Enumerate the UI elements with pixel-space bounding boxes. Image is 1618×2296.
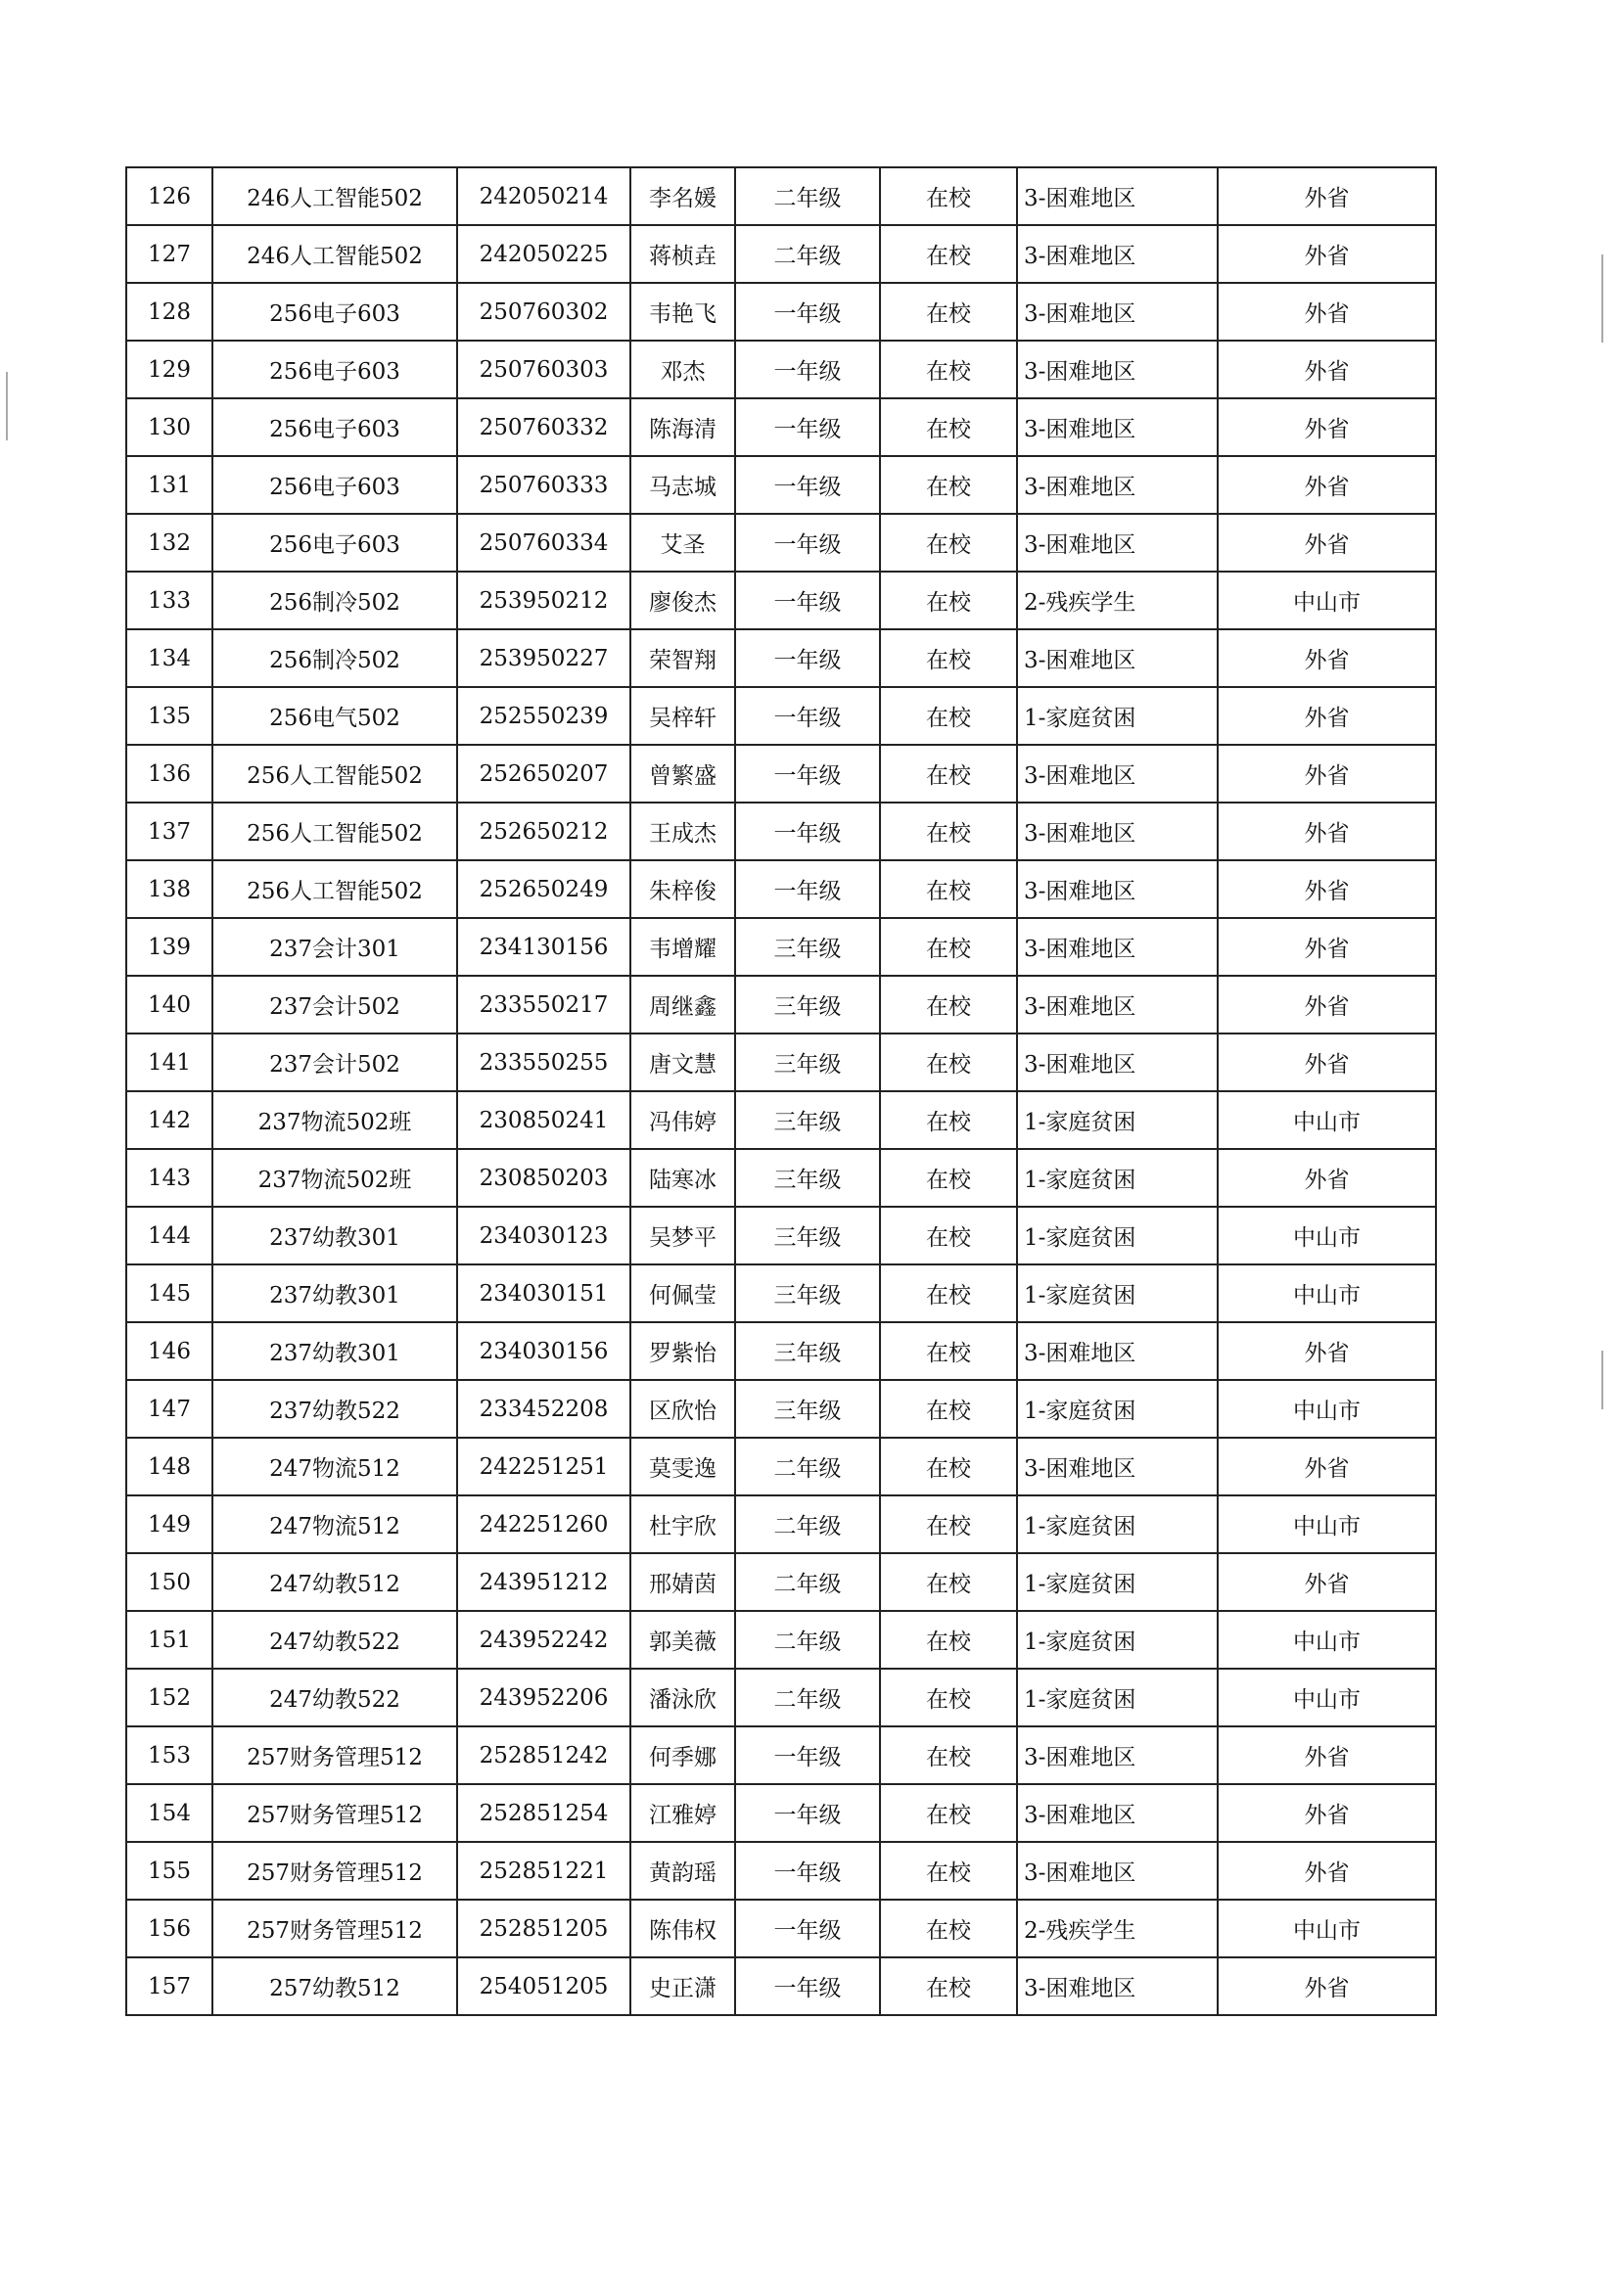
name-cell: 朱梓俊 <box>630 860 735 918</box>
origin-cell: 外省 <box>1218 1726 1436 1784</box>
category-cell: 3-困难地区 <box>1017 1726 1218 1784</box>
class-cell: 256人工智能502 <box>212 860 457 918</box>
serial-cell: 154 <box>126 1784 212 1842</box>
table-row <box>126 456 1436 514</box>
table-row <box>126 1322 1436 1380</box>
serial-cell: 127 <box>126 225 212 283</box>
grade-cell: 一年级 <box>735 398 880 456</box>
serial-cell: 140 <box>126 976 212 1033</box>
category-cell: 3-困难地区 <box>1017 167 1218 225</box>
serial-cell: 152 <box>126 1669 212 1726</box>
student-id-cell: 250760332 <box>457 398 630 456</box>
student-id-cell: 250760302 <box>457 283 630 341</box>
class-cell: 257幼教512 <box>212 1957 457 2015</box>
table-row <box>126 976 1436 1033</box>
serial-cell: 149 <box>126 1495 212 1553</box>
name-cell: 郭美薇 <box>630 1611 735 1669</box>
status-cell: 在校 <box>880 1091 1017 1149</box>
name-cell: 唐文慧 <box>630 1033 735 1091</box>
student-id-cell: 243952242 <box>457 1611 630 1669</box>
grade-cell: 三年级 <box>735 1207 880 1264</box>
serial-cell: 151 <box>126 1611 212 1669</box>
student-id-cell: 234130156 <box>457 918 630 976</box>
name-cell: 莫雯逸 <box>630 1438 735 1495</box>
origin-cell: 外省 <box>1218 629 1436 687</box>
student-id-cell: 230850203 <box>457 1149 630 1207</box>
category-cell: 3-困难地区 <box>1017 398 1218 456</box>
class-cell: 237会计502 <box>212 976 457 1033</box>
grade-cell: 一年级 <box>735 860 880 918</box>
category-cell: 1-家庭贫困 <box>1017 1091 1218 1149</box>
name-cell: 罗紫怡 <box>630 1322 735 1380</box>
table-row <box>126 687 1436 745</box>
origin-cell: 外省 <box>1218 283 1436 341</box>
class-cell: 247幼教522 <box>212 1611 457 1669</box>
origin-cell: 中山市 <box>1218 572 1436 629</box>
status-cell: 在校 <box>880 629 1017 687</box>
serial-cell: 135 <box>126 687 212 745</box>
table-row <box>126 572 1436 629</box>
grade-cell: 二年级 <box>735 167 880 225</box>
origin-cell: 外省 <box>1218 456 1436 514</box>
serial-cell: 130 <box>126 398 212 456</box>
origin-cell: 外省 <box>1218 1149 1436 1207</box>
status-cell: 在校 <box>880 1207 1017 1264</box>
status-cell: 在校 <box>880 1149 1017 1207</box>
category-cell: 3-困难地区 <box>1017 1322 1218 1380</box>
student-id-cell: 252851205 <box>457 1900 630 1957</box>
name-cell: 李名媛 <box>630 167 735 225</box>
status-cell: 在校 <box>880 860 1017 918</box>
grade-cell: 一年级 <box>735 456 880 514</box>
class-cell: 237物流502班 <box>212 1149 457 1207</box>
origin-cell: 外省 <box>1218 398 1436 456</box>
origin-cell: 外省 <box>1218 514 1436 572</box>
class-cell: 256人工智能502 <box>212 803 457 860</box>
name-cell: 吴梦平 <box>630 1207 735 1264</box>
status-cell: 在校 <box>880 572 1017 629</box>
name-cell: 陈海清 <box>630 398 735 456</box>
student-id-cell: 252650207 <box>457 745 630 803</box>
student-id-cell: 252851242 <box>457 1726 630 1784</box>
student-id-cell: 234030151 <box>457 1264 630 1322</box>
status-cell: 在校 <box>880 918 1017 976</box>
category-cell: 3-困难地区 <box>1017 803 1218 860</box>
origin-cell: 外省 <box>1218 167 1436 225</box>
student-id-cell: 243952206 <box>457 1669 630 1726</box>
origin-cell: 外省 <box>1218 976 1436 1033</box>
class-cell: 246人工智能502 <box>212 167 457 225</box>
category-cell: 1-家庭贫困 <box>1017 1495 1218 1553</box>
origin-cell: 外省 <box>1218 803 1436 860</box>
serial-cell: 138 <box>126 860 212 918</box>
class-cell: 246人工智能502 <box>212 225 457 283</box>
category-cell: 1-家庭贫困 <box>1017 1149 1218 1207</box>
status-cell: 在校 <box>880 341 1017 398</box>
serial-cell: 132 <box>126 514 212 572</box>
table-row <box>126 1495 1436 1553</box>
status-cell: 在校 <box>880 1842 1017 1900</box>
class-cell: 256电子603 <box>212 456 457 514</box>
category-cell: 2-残疾学生 <box>1017 572 1218 629</box>
serial-cell: 146 <box>126 1322 212 1380</box>
status-cell: 在校 <box>880 398 1017 456</box>
student-id-cell: 253950227 <box>457 629 630 687</box>
grade-cell: 一年级 <box>735 514 880 572</box>
serial-cell: 147 <box>126 1380 212 1438</box>
serial-cell: 131 <box>126 456 212 514</box>
status-cell: 在校 <box>880 1553 1017 1611</box>
student-list-table-container <box>125 166 1435 2016</box>
name-cell: 艾圣 <box>630 514 735 572</box>
category-cell: 1-家庭贫困 <box>1017 1207 1218 1264</box>
table-row <box>126 1842 1436 1900</box>
category-cell: 3-困难地区 <box>1017 860 1218 918</box>
grade-cell: 一年级 <box>735 1726 880 1784</box>
grade-cell: 二年级 <box>735 1669 880 1726</box>
serial-cell: 141 <box>126 1033 212 1091</box>
scan-edge-mark <box>1601 1351 1603 1409</box>
category-cell: 3-困难地区 <box>1017 225 1218 283</box>
origin-cell: 外省 <box>1218 745 1436 803</box>
class-cell: 257财务管理512 <box>212 1784 457 1842</box>
grade-cell: 三年级 <box>735 1091 880 1149</box>
name-cell: 区欣怡 <box>630 1380 735 1438</box>
student-id-cell: 252851221 <box>457 1842 630 1900</box>
category-cell: 1-家庭贫困 <box>1017 1611 1218 1669</box>
origin-cell: 外省 <box>1218 1784 1436 1842</box>
table-row <box>126 918 1436 976</box>
name-cell: 杜宇欣 <box>630 1495 735 1553</box>
name-cell: 邓杰 <box>630 341 735 398</box>
origin-cell: 中山市 <box>1218 1495 1436 1553</box>
class-cell: 256电子603 <box>212 514 457 572</box>
grade-cell: 一年级 <box>735 629 880 687</box>
class-cell: 257财务管理512 <box>212 1842 457 1900</box>
category-cell: 3-困难地区 <box>1017 629 1218 687</box>
student-id-cell: 234030123 <box>457 1207 630 1264</box>
scan-edge-mark <box>1601 254 1603 343</box>
status-cell: 在校 <box>880 167 1017 225</box>
student-id-cell: 252851254 <box>457 1784 630 1842</box>
category-cell: 3-困难地区 <box>1017 1957 1218 2015</box>
grade-cell: 三年级 <box>735 1380 880 1438</box>
table-row <box>126 1900 1436 1957</box>
category-cell: 3-困难地区 <box>1017 341 1218 398</box>
student-id-cell: 243951212 <box>457 1553 630 1611</box>
class-cell: 247物流512 <box>212 1438 457 1495</box>
class-cell: 247物流512 <box>212 1495 457 1553</box>
class-cell: 256人工智能502 <box>212 745 457 803</box>
grade-cell: 一年级 <box>735 283 880 341</box>
class-cell: 256电气502 <box>212 687 457 745</box>
origin-cell: 外省 <box>1218 225 1436 283</box>
category-cell: 1-家庭贫困 <box>1017 1553 1218 1611</box>
table-row <box>126 1149 1436 1207</box>
name-cell: 何季娜 <box>630 1726 735 1784</box>
table-row <box>126 1380 1436 1438</box>
serial-cell: 128 <box>126 283 212 341</box>
status-cell: 在校 <box>880 1784 1017 1842</box>
student-id-cell: 242251251 <box>457 1438 630 1495</box>
grade-cell: 一年级 <box>735 1842 880 1900</box>
category-cell: 3-困难地区 <box>1017 456 1218 514</box>
class-cell: 257财务管理512 <box>212 1900 457 1957</box>
name-cell: 马志城 <box>630 456 735 514</box>
grade-cell: 一年级 <box>735 1784 880 1842</box>
class-cell: 247幼教522 <box>212 1669 457 1726</box>
name-cell: 蒋桢垚 <box>630 225 735 283</box>
table-row <box>126 1669 1436 1726</box>
name-cell: 韦艳飞 <box>630 283 735 341</box>
grade-cell: 三年级 <box>735 1264 880 1322</box>
status-cell: 在校 <box>880 1957 1017 2015</box>
class-cell: 256电子603 <box>212 398 457 456</box>
table-row <box>126 1207 1436 1264</box>
status-cell: 在校 <box>880 976 1017 1033</box>
origin-cell: 中山市 <box>1218 1207 1436 1264</box>
grade-cell: 二年级 <box>735 1553 880 1611</box>
status-cell: 在校 <box>880 1322 1017 1380</box>
table-row <box>126 1553 1436 1611</box>
student-id-cell: 242050225 <box>457 225 630 283</box>
status-cell: 在校 <box>880 514 1017 572</box>
origin-cell: 中山市 <box>1218 1900 1436 1957</box>
category-cell: 3-困难地区 <box>1017 918 1218 976</box>
origin-cell: 外省 <box>1218 918 1436 976</box>
status-cell: 在校 <box>880 225 1017 283</box>
status-cell: 在校 <box>880 803 1017 860</box>
class-cell: 256制冷502 <box>212 629 457 687</box>
student-id-cell: 250760334 <box>457 514 630 572</box>
name-cell: 何佩莹 <box>630 1264 735 1322</box>
class-cell: 237幼教522 <box>212 1380 457 1438</box>
name-cell: 韦增耀 <box>630 918 735 976</box>
class-cell: 237物流502班 <box>212 1091 457 1149</box>
serial-cell: 137 <box>126 803 212 860</box>
student-id-cell: 252650249 <box>457 860 630 918</box>
category-cell: 3-困难地区 <box>1017 514 1218 572</box>
table-row <box>126 225 1436 283</box>
table-row <box>126 1091 1436 1149</box>
grade-cell: 一年级 <box>735 1900 880 1957</box>
serial-cell: 145 <box>126 1264 212 1322</box>
origin-cell: 外省 <box>1218 1438 1436 1495</box>
status-cell: 在校 <box>880 1495 1017 1553</box>
serial-cell: 136 <box>126 745 212 803</box>
name-cell: 江雅婷 <box>630 1784 735 1842</box>
origin-cell: 外省 <box>1218 1842 1436 1900</box>
grade-cell: 三年级 <box>735 1033 880 1091</box>
name-cell: 潘泳欣 <box>630 1669 735 1726</box>
name-cell: 王成杰 <box>630 803 735 860</box>
serial-cell: 134 <box>126 629 212 687</box>
name-cell: 周继鑫 <box>630 976 735 1033</box>
table-row <box>126 1611 1436 1669</box>
category-cell: 3-困难地区 <box>1017 1438 1218 1495</box>
category-cell: 1-家庭贫困 <box>1017 687 1218 745</box>
grade-cell: 三年级 <box>735 1149 880 1207</box>
serial-cell: 150 <box>126 1553 212 1611</box>
serial-cell: 153 <box>126 1726 212 1784</box>
table-row <box>126 1784 1436 1842</box>
status-cell: 在校 <box>880 1264 1017 1322</box>
status-cell: 在校 <box>880 687 1017 745</box>
scan-edge-mark <box>6 372 8 440</box>
name-cell: 荣智翔 <box>630 629 735 687</box>
table-row <box>126 283 1436 341</box>
table-row <box>126 1957 1436 2015</box>
student-id-cell: 254051205 <box>457 1957 630 2015</box>
origin-cell: 外省 <box>1218 687 1436 745</box>
class-cell: 257财务管理512 <box>212 1726 457 1784</box>
class-cell: 256电子603 <box>212 283 457 341</box>
class-cell: 247幼教512 <box>212 1553 457 1611</box>
origin-cell: 中山市 <box>1218 1091 1436 1149</box>
table-row <box>126 1033 1436 1091</box>
status-cell: 在校 <box>880 1900 1017 1957</box>
category-cell: 3-困难地区 <box>1017 1842 1218 1900</box>
category-cell: 3-困难地区 <box>1017 283 1218 341</box>
table-row <box>126 1264 1436 1322</box>
grade-cell: 一年级 <box>735 803 880 860</box>
grade-cell: 三年级 <box>735 918 880 976</box>
origin-cell: 外省 <box>1218 341 1436 398</box>
status-cell: 在校 <box>880 1611 1017 1669</box>
origin-cell: 外省 <box>1218 1553 1436 1611</box>
origin-cell: 中山市 <box>1218 1264 1436 1322</box>
grade-cell: 一年级 <box>735 1957 880 2015</box>
origin-cell: 外省 <box>1218 860 1436 918</box>
serial-cell: 155 <box>126 1842 212 1900</box>
status-cell: 在校 <box>880 1380 1017 1438</box>
table-row <box>126 803 1436 860</box>
name-cell: 廖俊杰 <box>630 572 735 629</box>
status-cell: 在校 <box>880 1438 1017 1495</box>
name-cell: 陈伟权 <box>630 1900 735 1957</box>
name-cell: 吴梓轩 <box>630 687 735 745</box>
table-row <box>126 341 1436 398</box>
status-cell: 在校 <box>880 1033 1017 1091</box>
serial-cell: 143 <box>126 1149 212 1207</box>
status-cell: 在校 <box>880 1726 1017 1784</box>
serial-cell: 129 <box>126 341 212 398</box>
origin-cell: 外省 <box>1218 1033 1436 1091</box>
class-cell: 237幼教301 <box>212 1264 457 1322</box>
status-cell: 在校 <box>880 745 1017 803</box>
grade-cell: 一年级 <box>735 341 880 398</box>
grade-cell: 二年级 <box>735 1438 880 1495</box>
category-cell: 1-家庭贫困 <box>1017 1380 1218 1438</box>
student-id-cell: 242050214 <box>457 167 630 225</box>
category-cell: 3-困难地区 <box>1017 1033 1218 1091</box>
grade-cell: 二年级 <box>735 1611 880 1669</box>
category-cell: 3-困难地区 <box>1017 745 1218 803</box>
serial-cell: 156 <box>126 1900 212 1957</box>
serial-cell: 133 <box>126 572 212 629</box>
grade-cell: 三年级 <box>735 976 880 1033</box>
status-cell: 在校 <box>880 456 1017 514</box>
student-id-cell: 253950212 <box>457 572 630 629</box>
table-row <box>126 860 1436 918</box>
name-cell: 史正潇 <box>630 1957 735 2015</box>
class-cell: 237会计301 <box>212 918 457 976</box>
class-cell: 256制冷502 <box>212 572 457 629</box>
class-cell: 237会计502 <box>212 1033 457 1091</box>
name-cell: 陆寒冰 <box>630 1149 735 1207</box>
serial-cell: 126 <box>126 167 212 225</box>
name-cell: 邢婧茵 <box>630 1553 735 1611</box>
student-id-cell: 252650212 <box>457 803 630 860</box>
table-row <box>126 629 1436 687</box>
grade-cell: 二年级 <box>735 225 880 283</box>
origin-cell: 外省 <box>1218 1322 1436 1380</box>
category-cell: 2-残疾学生 <box>1017 1900 1218 1957</box>
origin-cell: 中山市 <box>1218 1611 1436 1669</box>
grade-cell: 二年级 <box>735 1495 880 1553</box>
category-cell: 3-困难地区 <box>1017 1784 1218 1842</box>
grade-cell: 一年级 <box>735 745 880 803</box>
name-cell: 冯伟婷 <box>630 1091 735 1149</box>
student-id-cell: 234030156 <box>457 1322 630 1380</box>
table-row <box>126 1726 1436 1784</box>
origin-cell: 中山市 <box>1218 1669 1436 1726</box>
student-id-cell: 233550255 <box>457 1033 630 1091</box>
table-row <box>126 745 1436 803</box>
table-row <box>126 167 1436 225</box>
student-id-cell: 242251260 <box>457 1495 630 1553</box>
student-id-cell: 233452208 <box>457 1380 630 1438</box>
student-id-cell: 252550239 <box>457 687 630 745</box>
student-id-cell: 250760333 <box>457 456 630 514</box>
serial-cell: 139 <box>126 918 212 976</box>
grade-cell: 一年级 <box>735 687 880 745</box>
student-id-cell: 250760303 <box>457 341 630 398</box>
origin-cell: 中山市 <box>1218 1380 1436 1438</box>
name-cell: 黄韵瑶 <box>630 1842 735 1900</box>
student-id-cell: 230850241 <box>457 1091 630 1149</box>
status-cell: 在校 <box>880 283 1017 341</box>
grade-cell: 一年级 <box>735 572 880 629</box>
student-id-cell: 233550217 <box>457 976 630 1033</box>
serial-cell: 148 <box>126 1438 212 1495</box>
serial-cell: 157 <box>126 1957 212 2015</box>
class-cell: 237幼教301 <box>212 1207 457 1264</box>
table-row <box>126 398 1436 456</box>
student-list-table <box>125 166 1437 2016</box>
class-cell: 237幼教301 <box>212 1322 457 1380</box>
serial-cell: 144 <box>126 1207 212 1264</box>
status-cell: 在校 <box>880 1669 1017 1726</box>
category-cell: 3-困难地区 <box>1017 976 1218 1033</box>
class-cell: 256电子603 <box>212 341 457 398</box>
grade-cell: 三年级 <box>735 1322 880 1380</box>
category-cell: 1-家庭贫困 <box>1017 1264 1218 1322</box>
table-body <box>126 167 1436 2015</box>
table-row <box>126 1438 1436 1495</box>
origin-cell: 外省 <box>1218 1957 1436 2015</box>
category-cell: 1-家庭贫困 <box>1017 1669 1218 1726</box>
table-row <box>126 514 1436 572</box>
name-cell: 曾繁盛 <box>630 745 735 803</box>
serial-cell: 142 <box>126 1091 212 1149</box>
